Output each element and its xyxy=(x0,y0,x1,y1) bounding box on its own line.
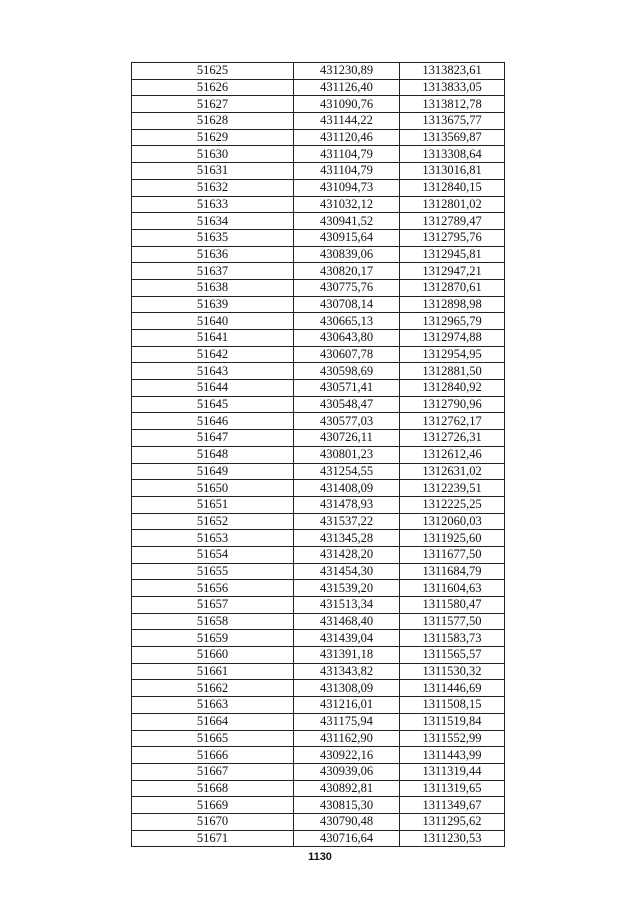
x-coordinate-cell: 431126,40 xyxy=(294,79,400,96)
x-coordinate-cell: 431090,76 xyxy=(294,96,400,113)
table-row xyxy=(132,313,505,330)
table-row xyxy=(132,713,505,730)
table-row xyxy=(132,296,505,313)
y-coordinate-cell: 1312612,46 xyxy=(400,446,505,463)
y-coordinate-cell: 1311552,99 xyxy=(400,730,505,747)
x-coordinate-cell: 431162,90 xyxy=(294,730,400,747)
y-coordinate-cell: 1311319,44 xyxy=(400,763,505,780)
point-id-cell: 51637 xyxy=(132,263,294,280)
x-coordinate-cell: 431478,93 xyxy=(294,496,400,513)
x-coordinate-cell: 431343,82 xyxy=(294,663,400,680)
y-coordinate-cell: 1312947,21 xyxy=(400,263,505,280)
point-id-cell: 51632 xyxy=(132,179,294,196)
table-row xyxy=(132,413,505,430)
point-id-cell: 51650 xyxy=(132,480,294,497)
x-coordinate-cell: 431454,30 xyxy=(294,563,400,580)
x-coordinate-cell: 430892,81 xyxy=(294,780,400,797)
table-row xyxy=(132,380,505,397)
table-row xyxy=(132,446,505,463)
point-id-cell: 51628 xyxy=(132,113,294,130)
point-id-cell: 51658 xyxy=(132,613,294,630)
x-coordinate-cell: 430801,23 xyxy=(294,446,400,463)
y-coordinate-cell: 1312870,61 xyxy=(400,279,505,296)
x-coordinate-cell: 431345,28 xyxy=(294,530,400,547)
y-coordinate-cell: 1311519,84 xyxy=(400,713,505,730)
table-row xyxy=(132,63,505,80)
y-coordinate-cell: 1312631,02 xyxy=(400,463,505,480)
point-id-cell: 51666 xyxy=(132,747,294,764)
y-coordinate-cell: 1311583,73 xyxy=(400,630,505,647)
y-coordinate-cell: 1312881,50 xyxy=(400,363,505,380)
y-coordinate-cell: 1311443,99 xyxy=(400,747,505,764)
point-id-cell: 51663 xyxy=(132,697,294,714)
x-coordinate-cell: 430716,64 xyxy=(294,830,400,847)
y-coordinate-cell: 1313569,87 xyxy=(400,129,505,146)
y-coordinate-cell: 1312840,15 xyxy=(400,179,505,196)
table-row xyxy=(132,563,505,580)
point-id-cell: 51631 xyxy=(132,163,294,180)
table-row xyxy=(132,496,505,513)
point-id-cell: 51656 xyxy=(132,580,294,597)
y-coordinate-cell: 1313016,81 xyxy=(400,163,505,180)
table-row xyxy=(132,530,505,547)
point-id-cell: 51664 xyxy=(132,713,294,730)
point-id-cell: 51653 xyxy=(132,530,294,547)
table-body xyxy=(132,63,505,847)
point-id-cell: 51659 xyxy=(132,630,294,647)
table-row xyxy=(132,630,505,647)
x-coordinate-cell: 431216,01 xyxy=(294,697,400,714)
point-id-cell: 51641 xyxy=(132,330,294,347)
table-row xyxy=(132,830,505,847)
point-id-cell: 51667 xyxy=(132,763,294,780)
table-row xyxy=(132,430,505,447)
table-row xyxy=(132,580,505,597)
x-coordinate-cell: 430939,06 xyxy=(294,763,400,780)
point-id-cell: 51643 xyxy=(132,363,294,380)
table-row xyxy=(132,663,505,680)
point-id-cell: 51649 xyxy=(132,463,294,480)
point-id-cell: 51642 xyxy=(132,346,294,363)
table-row xyxy=(132,263,505,280)
x-coordinate-cell: 431428,20 xyxy=(294,546,400,563)
y-coordinate-cell: 1312789,47 xyxy=(400,213,505,230)
x-coordinate-cell: 431539,20 xyxy=(294,580,400,597)
x-coordinate-cell: 430665,13 xyxy=(294,313,400,330)
y-coordinate-cell: 1313833,05 xyxy=(400,79,505,96)
y-coordinate-cell: 1313675,77 xyxy=(400,113,505,130)
table-row xyxy=(132,647,505,664)
y-coordinate-cell: 1311684,79 xyxy=(400,563,505,580)
point-id-cell: 51645 xyxy=(132,396,294,413)
y-coordinate-cell: 1312726,31 xyxy=(400,430,505,447)
table-row xyxy=(132,613,505,630)
point-id-cell: 51629 xyxy=(132,129,294,146)
x-coordinate-cell: 431513,34 xyxy=(294,597,400,614)
table-row xyxy=(132,597,505,614)
point-id-cell: 51652 xyxy=(132,513,294,530)
coordinates-table xyxy=(131,62,505,847)
x-coordinate-cell: 430815,30 xyxy=(294,797,400,814)
point-id-cell: 51655 xyxy=(132,563,294,580)
table-row xyxy=(132,780,505,797)
point-id-cell: 51647 xyxy=(132,430,294,447)
y-coordinate-cell: 1311530,32 xyxy=(400,663,505,680)
x-coordinate-cell: 430548,47 xyxy=(294,396,400,413)
x-coordinate-cell: 431408,09 xyxy=(294,480,400,497)
x-coordinate-cell: 431104,79 xyxy=(294,146,400,163)
x-coordinate-cell: 430839,06 xyxy=(294,246,400,263)
table-row xyxy=(132,363,505,380)
table-row xyxy=(132,480,505,497)
point-id-cell: 51625 xyxy=(132,63,294,80)
x-coordinate-cell: 431032,12 xyxy=(294,196,400,213)
y-coordinate-cell: 1311925,60 xyxy=(400,530,505,547)
table-row xyxy=(132,813,505,830)
y-coordinate-cell: 1311230,53 xyxy=(400,830,505,847)
x-coordinate-cell: 430571,41 xyxy=(294,380,400,397)
y-coordinate-cell: 1311349,67 xyxy=(400,797,505,814)
x-coordinate-cell: 431104,79 xyxy=(294,163,400,180)
x-coordinate-cell: 431120,46 xyxy=(294,129,400,146)
point-id-cell: 51648 xyxy=(132,446,294,463)
point-id-cell: 51657 xyxy=(132,597,294,614)
table-row xyxy=(132,546,505,563)
x-coordinate-cell: 430708,14 xyxy=(294,296,400,313)
table-row xyxy=(132,730,505,747)
x-coordinate-cell: 430915,64 xyxy=(294,229,400,246)
x-coordinate-cell: 431308,09 xyxy=(294,680,400,697)
point-id-cell: 51634 xyxy=(132,213,294,230)
table-row xyxy=(132,113,505,130)
x-coordinate-cell: 431468,40 xyxy=(294,613,400,630)
table-row xyxy=(132,346,505,363)
point-id-cell: 51646 xyxy=(132,413,294,430)
x-coordinate-cell: 430577,03 xyxy=(294,413,400,430)
table-row xyxy=(132,246,505,263)
table-row xyxy=(132,146,505,163)
point-id-cell: 51668 xyxy=(132,780,294,797)
y-coordinate-cell: 1311580,47 xyxy=(400,597,505,614)
y-coordinate-cell: 1312762,17 xyxy=(400,413,505,430)
x-coordinate-cell: 430598,69 xyxy=(294,363,400,380)
table-row xyxy=(132,79,505,96)
x-coordinate-cell: 431391,18 xyxy=(294,647,400,664)
point-id-cell: 51633 xyxy=(132,196,294,213)
point-id-cell: 51640 xyxy=(132,313,294,330)
point-id-cell: 51654 xyxy=(132,546,294,563)
x-coordinate-cell: 431439,04 xyxy=(294,630,400,647)
x-coordinate-cell: 430643,80 xyxy=(294,330,400,347)
table-row xyxy=(132,163,505,180)
y-coordinate-cell: 1313812,78 xyxy=(400,96,505,113)
y-coordinate-cell: 1312965,79 xyxy=(400,313,505,330)
point-id-cell: 51639 xyxy=(132,296,294,313)
x-coordinate-cell: 431230,89 xyxy=(294,63,400,80)
y-coordinate-cell: 1313823,61 xyxy=(400,63,505,80)
x-coordinate-cell: 430922,16 xyxy=(294,747,400,764)
y-coordinate-cell: 1312239,51 xyxy=(400,480,505,497)
point-id-cell: 51670 xyxy=(132,813,294,830)
x-coordinate-cell: 431094,73 xyxy=(294,179,400,196)
y-coordinate-cell: 1312060,03 xyxy=(400,513,505,530)
table-row xyxy=(132,129,505,146)
table-row xyxy=(132,279,505,296)
table-row xyxy=(132,747,505,764)
point-id-cell: 51660 xyxy=(132,647,294,664)
point-id-cell: 51630 xyxy=(132,146,294,163)
table-row xyxy=(132,96,505,113)
x-coordinate-cell: 431144,22 xyxy=(294,113,400,130)
point-id-cell: 51665 xyxy=(132,730,294,747)
point-id-cell: 51638 xyxy=(132,279,294,296)
table-row xyxy=(132,680,505,697)
point-id-cell: 51662 xyxy=(132,680,294,697)
y-coordinate-cell: 1312840,92 xyxy=(400,380,505,397)
table-row xyxy=(132,229,505,246)
x-coordinate-cell: 431175,94 xyxy=(294,713,400,730)
table-row xyxy=(132,763,505,780)
y-coordinate-cell: 1312898,98 xyxy=(400,296,505,313)
x-coordinate-cell: 430941,52 xyxy=(294,213,400,230)
point-id-cell: 51627 xyxy=(132,96,294,113)
x-coordinate-cell: 430726,11 xyxy=(294,430,400,447)
point-id-cell: 51651 xyxy=(132,496,294,513)
table-row xyxy=(132,396,505,413)
y-coordinate-cell: 1312225,25 xyxy=(400,496,505,513)
x-coordinate-cell: 431254,55 xyxy=(294,463,400,480)
y-coordinate-cell: 1312954,95 xyxy=(400,346,505,363)
point-id-cell: 51669 xyxy=(132,797,294,814)
y-coordinate-cell: 1311508,15 xyxy=(400,697,505,714)
table-row xyxy=(132,330,505,347)
y-coordinate-cell: 1313308,64 xyxy=(400,146,505,163)
y-coordinate-cell: 1311446,69 xyxy=(400,680,505,697)
y-coordinate-cell: 1311295,62 xyxy=(400,813,505,830)
point-id-cell: 51626 xyxy=(132,79,294,96)
point-id-cell: 51671 xyxy=(132,830,294,847)
table-row xyxy=(132,797,505,814)
y-coordinate-cell: 1312795,76 xyxy=(400,229,505,246)
x-coordinate-cell: 430607,78 xyxy=(294,346,400,363)
table-row xyxy=(132,463,505,480)
y-coordinate-cell: 1311577,50 xyxy=(400,613,505,630)
point-id-cell: 51636 xyxy=(132,246,294,263)
x-coordinate-cell: 430820,17 xyxy=(294,263,400,280)
x-coordinate-cell: 430790,48 xyxy=(294,813,400,830)
table-row xyxy=(132,179,505,196)
table-row xyxy=(132,513,505,530)
table-row xyxy=(132,196,505,213)
table-row xyxy=(132,213,505,230)
y-coordinate-cell: 1311677,50 xyxy=(400,546,505,563)
y-coordinate-cell: 1311604,63 xyxy=(400,580,505,597)
table-row xyxy=(132,697,505,714)
point-id-cell: 51635 xyxy=(132,229,294,246)
y-coordinate-cell: 1312974,88 xyxy=(400,330,505,347)
y-coordinate-cell: 1312945,81 xyxy=(400,246,505,263)
x-coordinate-cell: 430775,76 xyxy=(294,279,400,296)
y-coordinate-cell: 1311319,65 xyxy=(400,780,505,797)
point-id-cell: 51661 xyxy=(132,663,294,680)
point-id-cell: 51644 xyxy=(132,380,294,397)
y-coordinate-cell: 1312801,02 xyxy=(400,196,505,213)
y-coordinate-cell: 1311565,57 xyxy=(400,647,505,664)
y-coordinate-cell: 1312790,96 xyxy=(400,396,505,413)
x-coordinate-cell: 431537,22 xyxy=(294,513,400,530)
page-number: 1130 xyxy=(308,851,332,863)
